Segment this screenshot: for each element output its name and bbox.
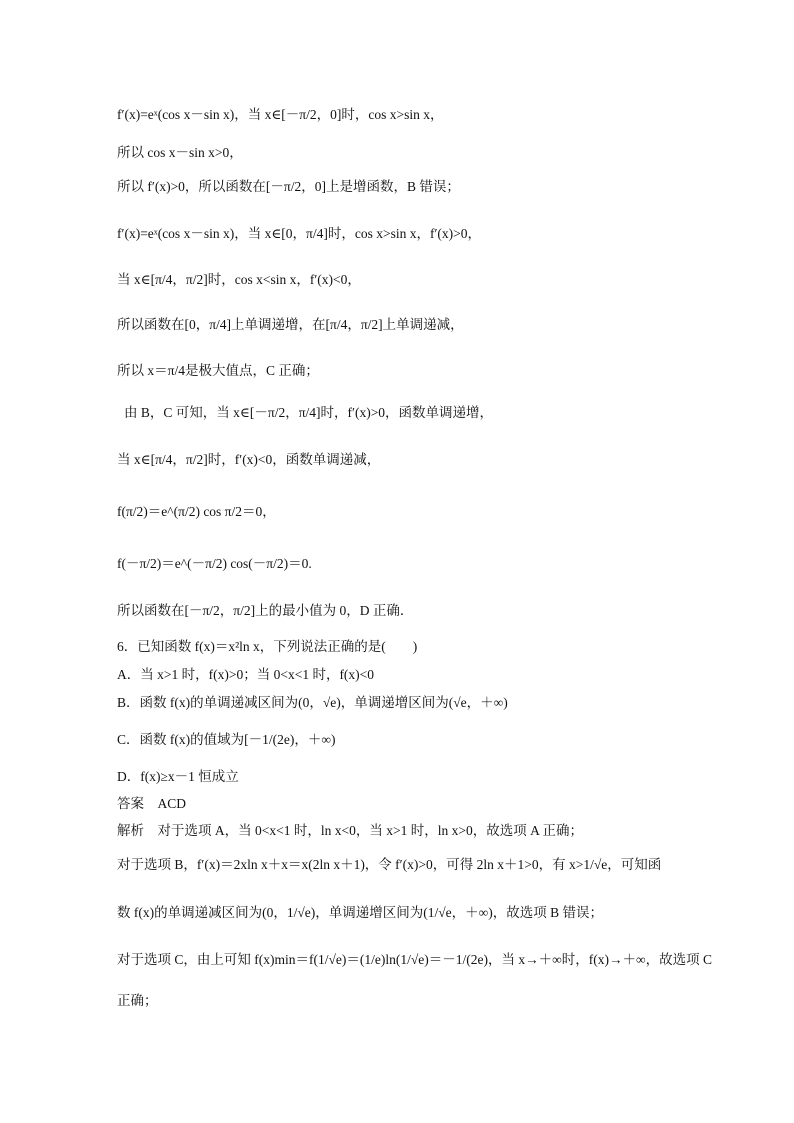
text-line-8: 由 B，C 可知，当 x∈[－π/2，π/4]时，f′(x)>0，函数单调递增，: [124, 405, 494, 420]
option-d: D．f(x)≥x－1 恒成立: [117, 769, 239, 784]
text-line-2: 所以 cos x－sin x>0，: [117, 145, 243, 160]
analysis-line-4: 对于选项 C，由上可知 f(x)min＝f(1/√e)＝(1/e)ln(1/√e)＝－1/(2e)，当 x→＋∞时，f(x)→＋∞，故选项 C: [117, 952, 712, 967]
option-b: B．函数 f(x)的单调递减区间为(0，√e)，单调递增区间为(√e，＋∞): [117, 695, 508, 710]
text-line-11: f(－π/2)＝e^(－π/2) cos(－π/2)＝0.: [117, 556, 312, 571]
text-line-9: 当 x∈[π/4，π/2]时，f′(x)<0，函数单调递减，: [117, 452, 381, 467]
answer-line: 答案 ACD: [117, 796, 187, 811]
analysis-line-1: 解析 对于选项 A，当 0<x<1 时，ln x<0，当 x>1 时，ln x>0，故选项 A 正确；: [117, 823, 583, 838]
text-line-5: 当 x∈[π/4，π/2]时，cos x<sin x，f′(x)<0，: [117, 272, 361, 287]
text-line-12: 所以函数在[－π/2，π/2]上的最小值为 0，D 正确．: [117, 603, 414, 618]
text-line-10: f(π/2)＝e^(π/2) cos π/2＝0，: [117, 504, 276, 519]
analysis-line-5: 正确；: [117, 993, 158, 1008]
text-line-6: 所以函数在[0，π/4]上单调递增，在[π/4，π/2]上单调递减，: [117, 317, 464, 332]
analysis-line-2: 对于选项 B，f′(x)＝2xln x＋x＝x(2ln x＋1)，令 f′(x)>0，可得 2ln x＋1>0，有 x>1/√e，可知函: [117, 857, 662, 872]
text-line-7: 所以 x＝π/4是极大值点，C 正确；: [117, 363, 319, 378]
text-line-1: f′(x)=eˣ(cos x－sin x)，当 x∈[－π/2，0]时，cos x>sin x，: [117, 107, 444, 122]
option-c: C．函数 f(x)的值域为[－1/(2e)，＋∞): [117, 732, 336, 747]
question-6: 6．已知函数 f(x)＝x²ln x，下列说法正确的是( ): [117, 639, 418, 654]
text-line-3: 所以 f′(x)>0，所以函数在[－π/2，0]上是增函数，B 错误；: [117, 179, 460, 194]
analysis-line-3: 数 f(x)的单调递减区间为(0，1/√e)，单调递增区间为(1/√e，＋∞)，故选项 B 错误；: [117, 905, 604, 920]
text-line-4: f′(x)=eˣ(cos x－sin x)，当 x∈[0，π/4]时，cos x>sin x，f′(x)>0，: [117, 226, 482, 241]
option-a: A．当 x>1 时，f(x)>0；当 0<x<1 时，f(x)<0: [117, 667, 375, 682]
